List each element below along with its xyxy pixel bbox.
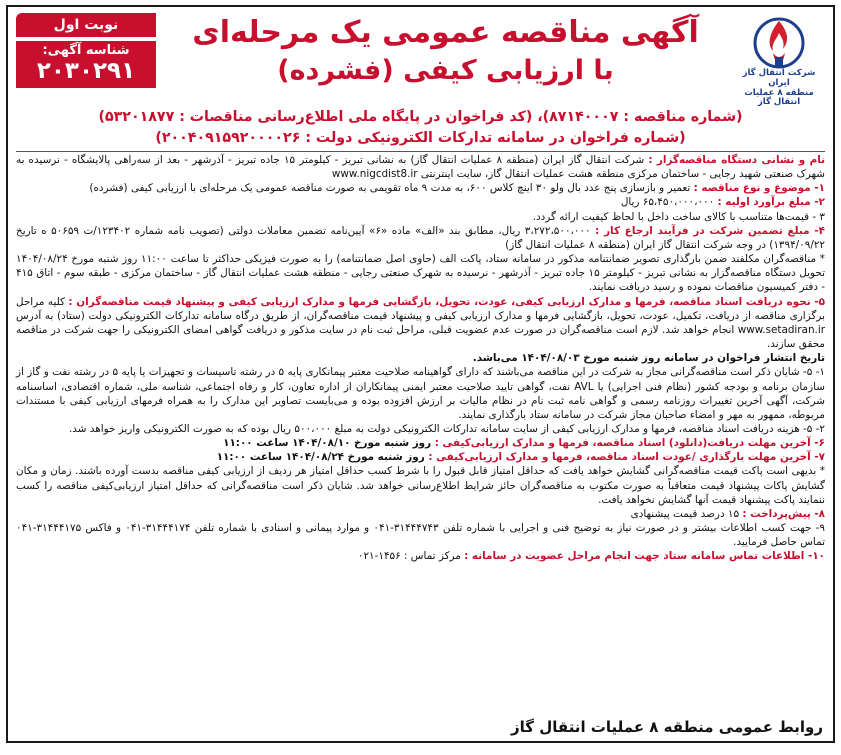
- section-subject: [16, 181, 825, 195]
- section-estimate-title: ۲- مبلغ برآورد اولیه :: [717, 196, 825, 209]
- gas-flame-logo-icon: [749, 13, 809, 69]
- tender-number-line: (شماره مناقصه : ۸۷۱۴۰۰۰۷)، (کد فراخوان در پایگاه ملی اطلاع‌رسانی مناقصات : ۵۳۲۰۱۸۷۷): [98, 109, 743, 125]
- section-upload-deadline-text: روز شنبه مورخ ۱۴۰۴/۰۸/۲۴ ساعت ۱۱:۰۰: [216, 451, 429, 464]
- section-upload-deadline-title: ۷- آخرین مهلت بارگذاری /عودت اسناد مناقصه، فرمها و مدارک ارزیابی‌کیفی :: [428, 451, 825, 464]
- section-procedure-text: کلیه مراحل برگزاری مناقصه از دریافت، تکمیل، عودت، تحویل، بازگشایی فرمها و مدارک ارزیابی کیفی و پیشنهاد قیمت مناقصه‌گران، از طریق درگاه سامانه تدارکات الکترونیکی دولت (ستاد) به آدرس www.setadiran.ir انجام خواهد شد. لازم است مناقصه‌گران در صورت عدم عضویت قبلی، مراحل ثبت نام در سایت مذکور و دریافت گواهی امضای الکترونیکی را جهت شرکت در مناقصه محقق سازند.: [16, 295, 825, 351]
- section-setad-contact-title: ۱۰- اطلاعات تماس سامانه ستاد جهت انجام مراحل عضویت در سامانه :: [464, 550, 825, 563]
- page-subtitle: با ارزیابی کیفی (فشرده): [277, 55, 614, 86]
- tender-advertisement: [6, 5, 835, 743]
- ad-info-box: [16, 13, 156, 88]
- company-logo: [733, 13, 825, 108]
- section-procedure: [16, 295, 825, 352]
- section-organizer-title: نام و نشانی دستگاه مناقصه‌گزار :: [648, 154, 825, 166]
- ad-id-box: [16, 41, 156, 88]
- section-prepayment-text: ۱۵ درصد قیمت پیشنهادی: [630, 507, 743, 520]
- section-prepayment-title: ۸- پیش‌پرداخت :: [742, 507, 825, 520]
- call-number-line: (شماره فراخوان در سامانه تدارکات الکترونیکی دولت : ۲۰۰۴۰۹۱۵۹۲۰۰۰۰۲۶): [155, 130, 686, 146]
- ad-id-value: ۲۰۳۰۲۹۱: [36, 58, 136, 84]
- section-opening-note: * بدیهی است پاکت قیمت مناقصه‌گرانی گشایش خواهد یافت که حداقل امتیاز قابل قبول را با شرط کسب حداقل امتیاز هر ردیف از ارزیابی کیفی مناقصه بدست آورده باشند. زمان و مکان گشایش پاکات پیشنهاد قیمت متعاقباً به صورت مکتوب به مناقصه‌گران حائز شرایط اطلاع‌رسانی خواهد شد. شایان ذکر است مناقصه‌گرانی که حداقل امتیاز ارزیابی‌کیفی مناقصه را کسب ننمایند پاکت پیشنهاد قیمت آنها گشایش نخواهد یافت.: [16, 465, 825, 506]
- section-organizer: [16, 153, 825, 181]
- page-title: آگهی مناقصه عمومی یک مرحله‌ای: [192, 15, 699, 50]
- section-estimate-text: ۶۵،۴۵۰،۰۰۰،۰۰۰ ریال: [620, 196, 718, 209]
- section-guarantee-title: ۴- مبلغ تضمین شرکت در فرآیند ارجاع کار :: [595, 224, 825, 237]
- public-relations-signature: روابط عمومی منطقه ۸ عملیات انتقال گاز: [511, 718, 823, 736]
- section-subject-text: تعمیر و بازسازی پنج عدد بال ولو ۳۰ اینچ کلاس ۶۰۰، به مدت ۹ ماه تقویمی به صورت مناقصه عمومی یک مرحله‌ای با ارزیابی کیفی (فشرده): [89, 182, 694, 195]
- divider: [16, 151, 825, 152]
- section-guarantee-text: ۳،۲۷۲،۵۰۰،۰۰۰ ریال، مطابق بند «الف» ماده «۶» آیین‌نامه تضمین معاملات دولتی (تصویب نامه شماره ۱۲۳۴۰۲/ت ۵۰۶۵۹ ه تاریخ ۱۳۹۴/۰۹/۲۲) در وجه شرکت انتقال گاز ایران (منطقه ۸ عملیات انتقال گاز): [16, 224, 825, 251]
- section-download-deadline: [16, 436, 825, 450]
- title-block: [168, 13, 723, 89]
- section-upload-deadline: [16, 450, 825, 464]
- tender-codes: [16, 107, 825, 149]
- section-setad-contact: [16, 549, 825, 563]
- section-download-deadline-text: روز شنبه مورخ ۱۴۰۴/۰۸/۱۰ ساعت ۱۱:۰۰: [223, 437, 435, 450]
- section-procedure-title: ۵- نحوه دریافت اسناد مناقصه، فرمها و مدارک ارزیابی کیفی، عودت، تحویل، بازگشایی فرمها و مدارک ارزیابی کیفی و پیشنهاد قیمت مناقصه‌گران :: [68, 295, 825, 308]
- section-subject-title: ۱- موضوع و نوع مناقصه :: [693, 182, 825, 195]
- section-guarantee: [16, 224, 825, 252]
- section-document-fee: ۲- ۵- هزینه دریافت اسناد مناقصه، فرمها و مدارک ارزیابی کیفی از سایت سامانه تدارکات الکترونیکی دولت به مبلغ ۵۰۰،۰۰۰ ریال بوده که به صورت الکترونیکی واریز خواهد شد.: [69, 422, 825, 435]
- advertisement-body: [8, 153, 833, 564]
- section-eligibility: ۱- ۵- شایان ذکر است مناقصه‌گرانی مجاز به شرکت در این مناقصه می‌باشند که دارای گواهینامه صلاحیت معتبر پیمانکاری پایه ۵ در رشته تاسیسات و تجهیزات یا پایه ۵ در رشته نفت و گاز از سازمان برنامه و بودجه کشور (نظام فنی اجرایی) یا AVL نفت، گواهی تایید صلاحیت معتبر ایمنی پیمانکاران از اداره تعاون، کار و رفاه اجتماعی، شناسه ملی، شماره اقتصادی، اساسنامه شرکت، آگهی آخرین تغییرات روزنامه رسمی و گواهی نامه ثبت نام در نظام مالیات بر ارزش افزوده بوده و می‌بایست تصاویر این مدارک را به همراه فرمهای ارزیابی کیفی با مستندات مربوطه، ممهور به مهر و امضاء صاحبان مجاز شرکت در سامانه ستاد بارگذاری نمایند.: [16, 366, 825, 421]
- round-badge: نوبت اول: [16, 13, 156, 37]
- logo-caption-region: منطقه ۸ عملیات انتقال گاز: [744, 87, 814, 108]
- section-contact: ۹- جهت کسب اطلاعات بیشتر و در صورت نیاز به توضیح فنی و اجرایی با شماره تلفن ۳۱۴۴۴۷۴۳-۰۴۱ و موارد پیمانی و اسنادی با شماره تلفن ۳۱۴۴۴۱۷۴-۰۴۱ و فاکس ۳۱۴۴۴۱۷۵-۰۴۱ تماس حاصل فرمایید.: [16, 522, 825, 549]
- section-setad-contact-text: مرکز تماس : ۱۴۵۶-۰۲۱: [357, 550, 465, 563]
- section-estimate: [16, 195, 825, 209]
- section-download-deadline-title: ۶- آخرین مهلت دریافت(دانلود) اسناد مناقصه، فرمها و مدارک ارزیابی‌کیفی :: [434, 437, 825, 450]
- section-prices: ۳ - قیمت‌ها متناسب با کالای ساخت داخل با لحاظ کیفیت ارائه گردد.: [532, 210, 825, 223]
- section-prepayment: [16, 507, 825, 521]
- ad-id-label: شناسه آگهی:: [42, 43, 130, 58]
- logo-caption-company: شرکت انتقال گاز ایران: [742, 68, 816, 88]
- publish-date: تاریخ انتشار فراخوان در سامانه روز شنبه مورخ ۱۴۰۴/۰۸/۰۳ می‌باشد.: [472, 352, 825, 365]
- header: [8, 7, 833, 107]
- section-guarantee-note: * مناقصه‌گران مکلفند ضمن بارگذاری تصویر ضمانتنامه مذکور در سامانه ستاد، پاکت الف (حاوی اصل ضمانتنامه) را به صورت فیزیکی حداکثر تا ساعت ۱۱:۰۰ روز شنبه مورخ ۱۴۰۴/۰۸/۲۴ تحویل دستگاه مناقصه‌گزار به نشانی تبریز - کیلومتر ۱۵ جاده تبریز - آذرشهر - نرسیده به شهرک صنعتی رجایی - منطقه هشت عملیات انتقال گاز - ساختمان مرکزی - طبقه سوم - اتاق ۴۱۵ - دفتر کمیسیون مناقصات نموده و رسید دریافت نمایند.: [16, 253, 825, 294]
- section-organizer-text: شرکت انتقال گاز ایران (منطقه ۸ عملیات انتقال گاز) به نشانی تبریز - کیلومتر ۱۵ جاده تبریز - آذرشهر - بعد از سه‌راهی پالایشگاه - نرسیده به شهرک صنعتی شهید رجایی - ساختمان مرکزی منطقه هشت عملیات انتقال گاز، سایت اینترنتی www.nigcdist8.ir: [16, 154, 825, 181]
